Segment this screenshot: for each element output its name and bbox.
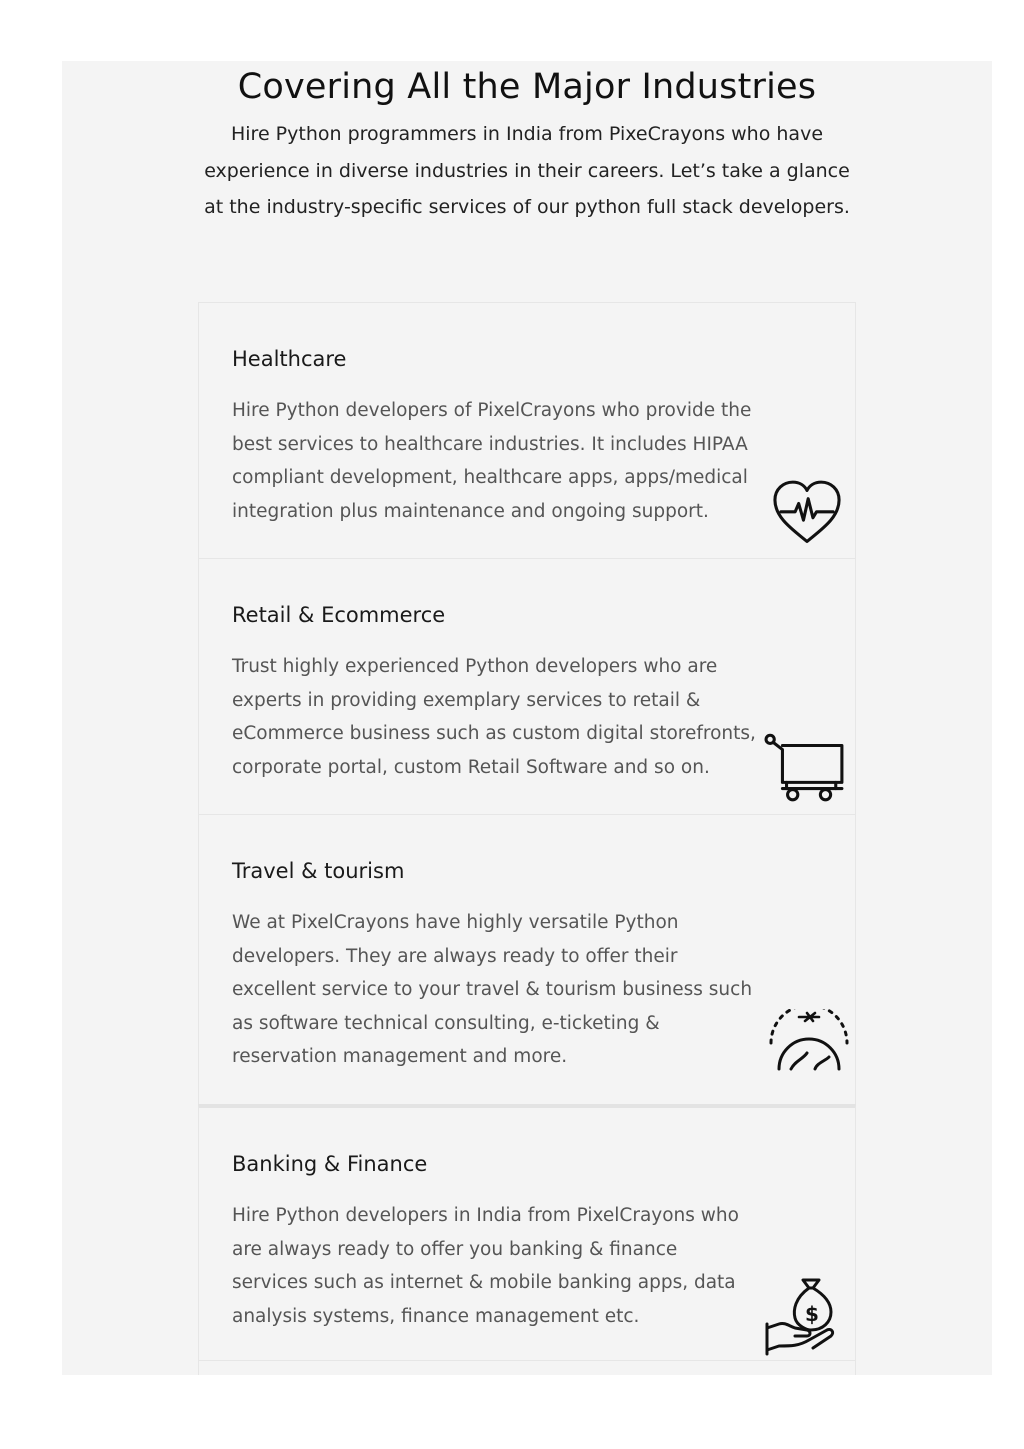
industry-card-banking (198, 1104, 856, 1360)
industry-card-partial (198, 1360, 856, 1375)
industries-section (62, 61, 992, 1375)
section-title: Covering All the Major Industries (237, 67, 817, 107)
industry-description: Hire Python developers of PixelCrayons who provide the best services to healthcare industries. It includes HIPAA compliant development, healthcare apps, apps/medical integration plus maintenance and ongoing support. (232, 400, 752, 522)
section-intro: Hire Python programmers in India from PixeCrayons who have experience in diverse industries in their careers. Let’s take a glance at the industry-specific services of our python full stack developers. (204, 123, 850, 218)
industry-title: Retail & Ecommerce (232, 603, 446, 627)
heart-pulse-icon (769, 475, 845, 551)
industry-description: Trust highly experienced Python developers who are experts in providing exemplary services to retail & eCommerce business such as custom digital storefronts, corporate portal, custom Retail Software and so on. (232, 656, 756, 778)
svg-text:$: $ (805, 1302, 819, 1326)
industry-title: Banking & Finance (232, 1152, 428, 1176)
industry-description: We at PixelCrayons have highly versatile Python developers. They are always ready to offer their excellent service to your travel & tourism business such as software technical consulting, e-ticketing & reservation management and more. (232, 912, 753, 1068)
industry-card-healthcare (198, 302, 856, 558)
industry-card-travel (198, 814, 856, 1104)
industry-title: Healthcare (232, 347, 347, 371)
industry-description: Hire Python developers in India from PixelCrayons who are always ready to offer you banking & finance services such as internet & mobile banking apps, data analysis systems, finance management etc. (232, 1205, 739, 1327)
industry-title: Travel & tourism (232, 859, 405, 883)
industry-card-retail (198, 558, 856, 814)
money-bag-hand-icon (763, 1276, 839, 1356)
globe-plane-icon (767, 1009, 851, 1071)
shopping-cart-icon (764, 731, 846, 803)
industry-list (198, 302, 856, 1375)
